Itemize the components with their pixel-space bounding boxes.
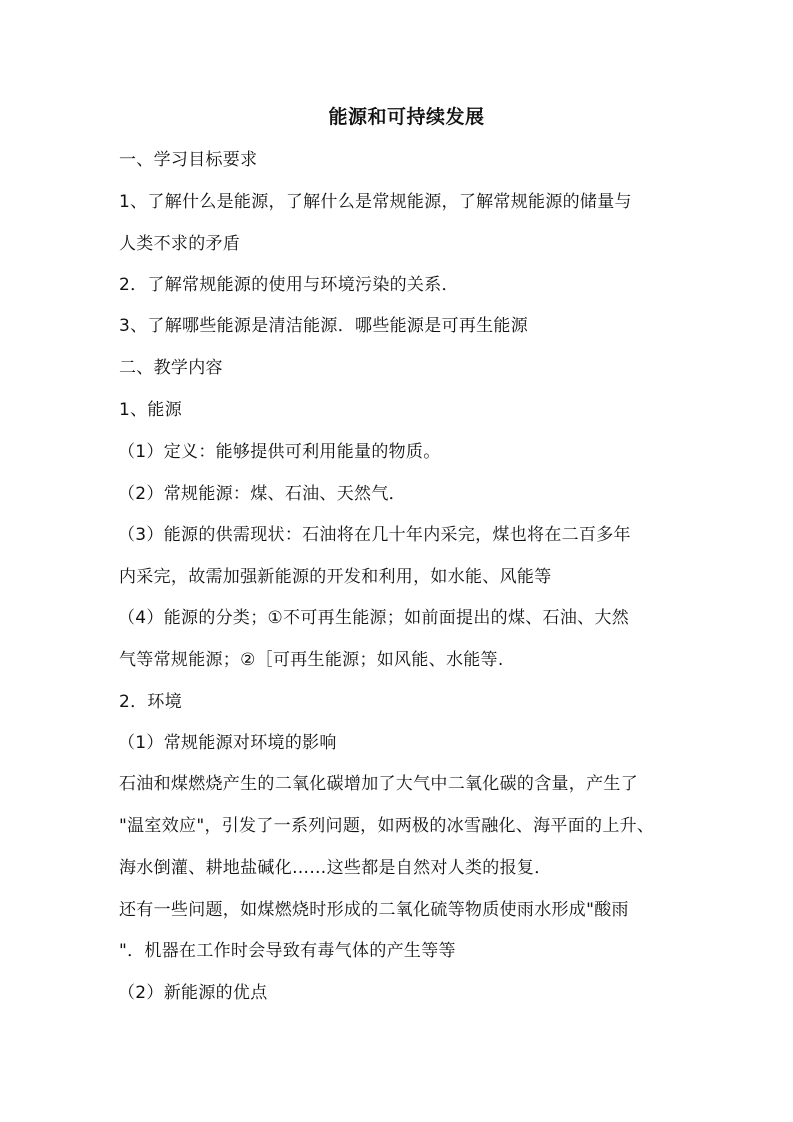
paragraph-acid-rain-line-1: 还有一些问题，如煤燃烧时形成的二氧化硫等物质使雨水形成"酸雨 [119, 900, 629, 920]
section-heading-goals: 一、学习目标要求 [119, 150, 258, 170]
new-energy-advantages-heading: （2）新能源的优点 [118, 983, 268, 1003]
energy-classification: （4）能源的分类；①不可再生能源；如前面提出的煤、石油、大然 [118, 608, 630, 628]
energy-supply-status-continued: 内采完，故需加强新能源的开发和利用，如水能、风能等 [119, 567, 552, 587]
energy-supply-status: （3）能源的供需现状：石油将在几十年内采完，煤也将在二百多年 [118, 525, 631, 545]
paragraph-co2-line-1: 石油和煤燃烧产生的二氧化碳增加了大气中二氧化碳的含量，产生了 [119, 774, 638, 794]
subsection-energy: 1、能源 [119, 400, 183, 420]
goal-item-1-continued: 人类不求的矛盾 [119, 234, 241, 254]
subsection-environment: 2．环境 [119, 692, 183, 712]
document-title: 能源和可持续发展 [328, 106, 485, 128]
paragraph-acid-rain-line-2: "．机器在工作时会导致有毒气体的产生等等 [119, 941, 456, 961]
paragraph-co2-line-3: 海水倒灌、耕地盐碱化……这些都是自然对人类的报复． [119, 858, 552, 878]
environment-impact-heading: （1）常规能源对环境的影响 [118, 733, 337, 753]
paragraph-co2-line-2: "温室效应"，引发了一系列问题，如两极的冰雪融化、海平面的上升、 [119, 816, 655, 836]
section-heading-content: 二、教学内容 [119, 358, 223, 378]
energy-definition: （1）定义：能够提供可利用能量的物质。 [118, 442, 441, 462]
conventional-energy: （2）常规能源：煤、石油、天然气． [118, 484, 406, 504]
goal-item-3: 3、了解哪些能源是清洁能源．哪些能源是可再生能源 [119, 316, 529, 336]
goal-item-2: 2．了解常规能源的使用与环境污染的关系． [119, 275, 459, 295]
energy-classification-continued: 气等常规能源；②［可再生能源；如风能、水能等. [119, 650, 504, 670]
goal-item-1: 1、了解什么是能源，了解什么是常规能源，了解常规能源的储量与 [119, 192, 632, 212]
